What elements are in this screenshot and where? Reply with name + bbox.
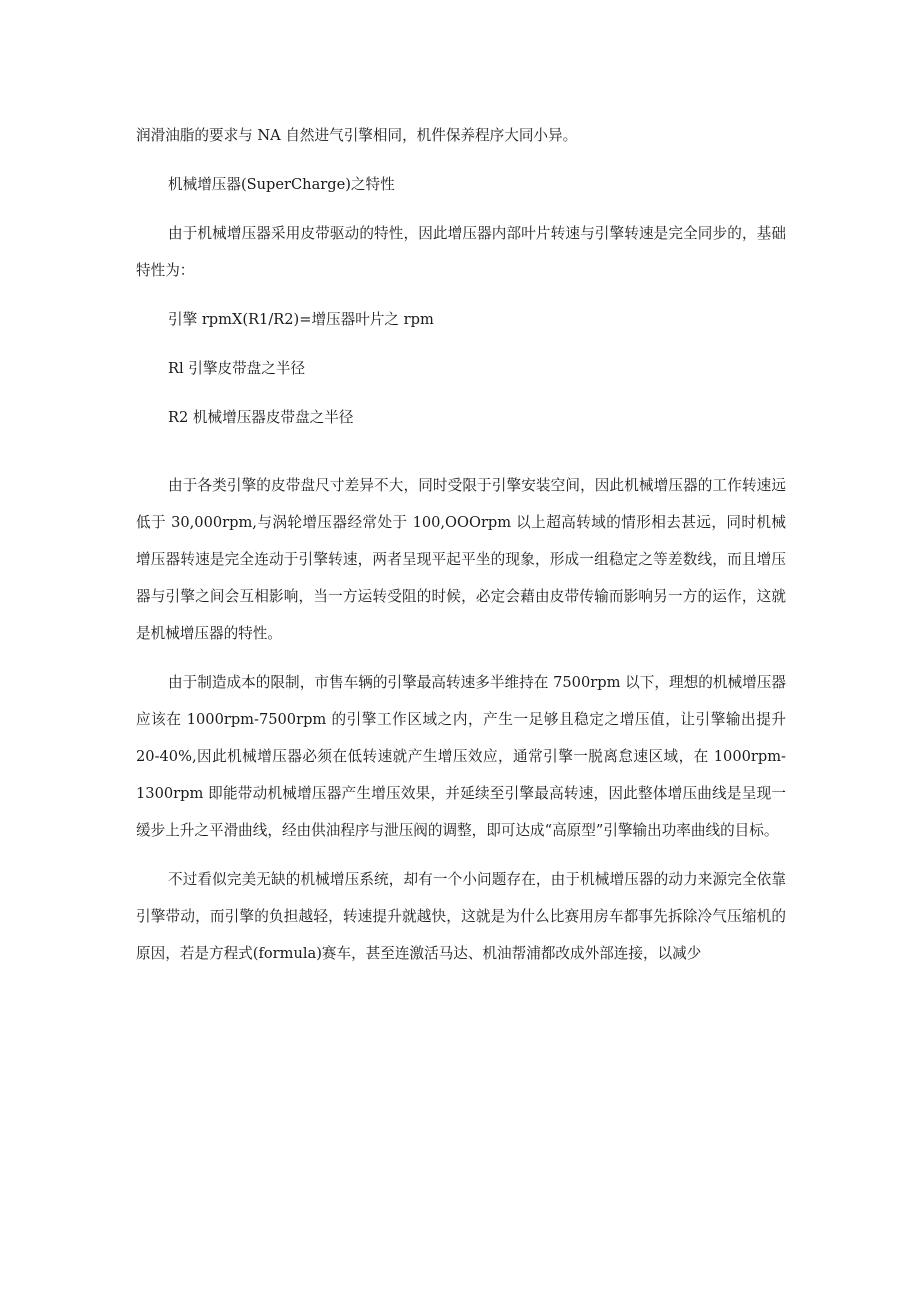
formula-line: 引擎 rpmX(R1/R2)=增压器叶片之 rpm <box>168 311 434 329</box>
paragraph-belt-drive: 由于机械增压器采用皮带驱动的特性，因此增压器内部叶片转速与引擎转速是完全同步的，基础特性为： <box>136 225 786 280</box>
paragraph-lubrication-note: 润滑油脂的要求与 NA 自然进气引擎相同，机件保养程序大同小异。 <box>136 127 578 144</box>
formula-definition-r2: R2 机械增压器皮带盘之半径 <box>168 409 354 427</box>
paragraph-power-source: 不过看似完美无缺的机械增压系统，却有一个小问题存在，由于机械增压器的动力来源完全依靠引擎带动，而引擎的负担越轻，转速提升就越快，这就是为什么比赛用房车都事先拆除冷气压缩机的原因，若是方程式(formula)赛车，甚至连激活马达、机油帮浦都改成外部连接，以减少 <box>136 870 786 962</box>
formula-definition-r1: Rl 引擎皮带盘之半径 <box>168 360 306 378</box>
paragraph-speed-characteristics: 由于各类引擎的皮带盘尺寸差异不大，同时受限于引擎安装空间，因此机械增压器的工作转速远低于 30,000rpm,与涡轮增压器经常处于 100,OOOrpm 以上超高转域的情形相去甚远，同时机械增压器转速是完全连动于引擎转速，两者呈现平起平坐的现象，形成一组稳定之等差数线，而且增压器与引擎之间会互相影响，当一方运转受阻的时候，必定会藉由皮带传输而影响另一方的运作，这就是机械增压器的特性。 <box>136 477 786 642</box>
document-body <box>136 118 786 972</box>
paragraph-rpm-range: 由于制造成本的限制，市售车辆的引擎最高转速多半维持在 7500rpm 以下，理想的机械增压器应该在 1000rpm-7500rpm 的引擎工作区域之内，产生一足够且稳定之增压值，让引擎输出提升 20-40%,因此机械增压器必须在低转速就产生增压效应，通常引擎一脱离怠速区域，在 1000rpm-1300rpm 即能带动机械增压器产生增压效果，并延续至引擎最高转速，因此整体增压曲线是呈现一缓步上升之平滑曲线，经由供油程序与泄压阀的调整，即可达成“高原型”引擎输出功率曲线的目标。 <box>136 674 786 839</box>
section-heading-supercharger: 机械增压器(SuperCharge)之特性 <box>168 176 395 194</box>
